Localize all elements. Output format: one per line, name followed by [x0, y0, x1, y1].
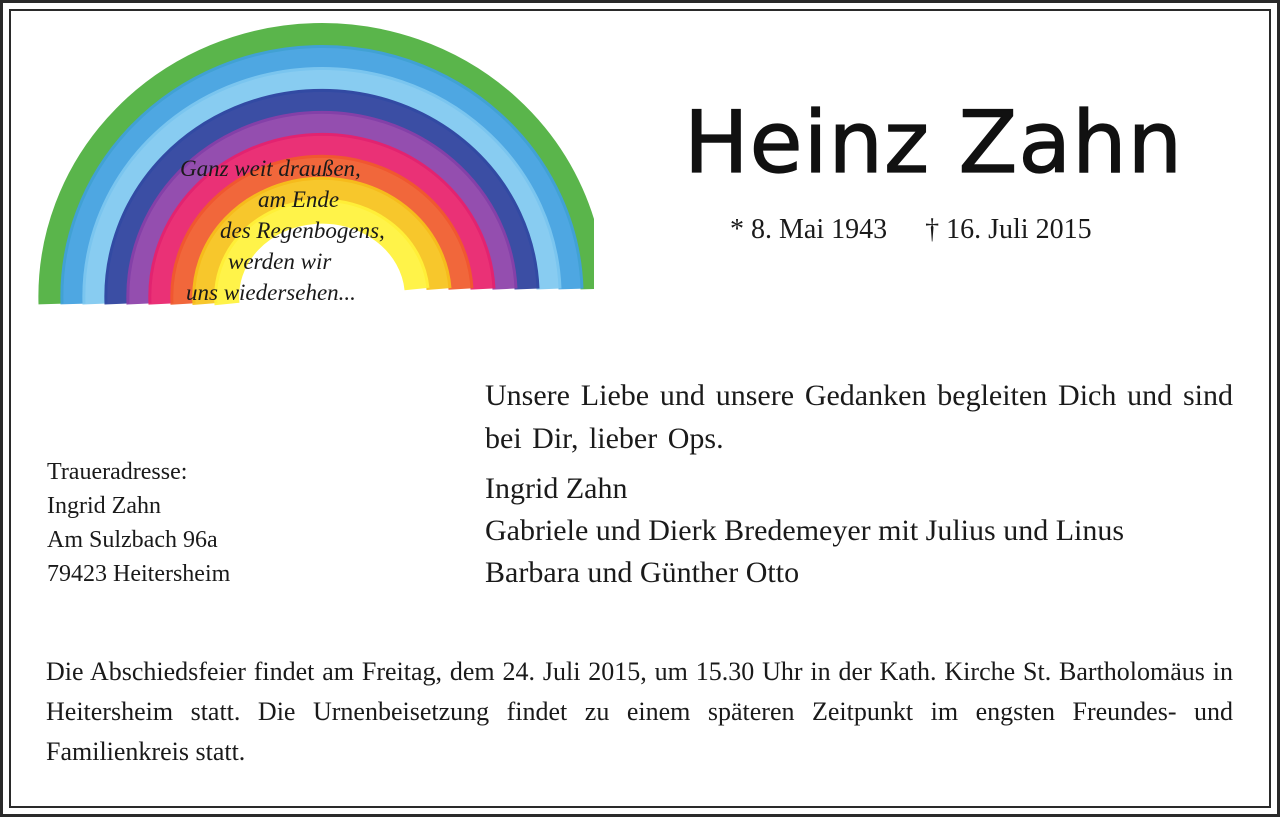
condolence-message: Unsere Liebe und unsere Gedanken begleiten Dich und sind bei Dir, lieber Ops. [485, 379, 1233, 455]
verse-line: uns wiedersehen... [186, 280, 356, 305]
life-dates [730, 210, 1092, 250]
mourning-address [47, 455, 230, 591]
deceased-name: Heinz Zahn [684, 93, 1184, 193]
address-name: Ingrid Zahn [47, 493, 161, 519]
verse-line: Ganz weit draußen, [180, 156, 361, 181]
address-street: Am Sulzbach 96a [47, 527, 218, 553]
verse-line: des Regenbogens, [220, 218, 385, 243]
family-member: Gabriele und Dierk Bredemeyer mit Julius und Linus [485, 514, 1125, 547]
death-date: † 16. Juli 2015 [925, 214, 1092, 245]
ceremony-notice: Die Abschiedsfeier findet am Freitag, dem 24. Juli 2015, um 15.30 Uhr in der Kath. Kirche St. Bartholomäus in Heitersheim statt. Die Urnenbeisetzung findet zu einem späteren Zeitpunkt im engsten Freundes- und Familienkreis statt. [46, 657, 1233, 766]
family-member: Barbara und Günther Otto [485, 556, 800, 589]
rainbow-verse [150, 153, 450, 308]
address-city: 79423 Heitersheim [47, 561, 231, 587]
family-member: Ingrid Zahn [485, 472, 628, 505]
verse-line: am Ende [258, 187, 340, 212]
address-label: Traueradresse: [47, 459, 188, 485]
family-list [485, 468, 1245, 594]
birth-date: * 8. Mai 1943 [730, 214, 888, 245]
verse-line: werden wir [228, 249, 332, 274]
